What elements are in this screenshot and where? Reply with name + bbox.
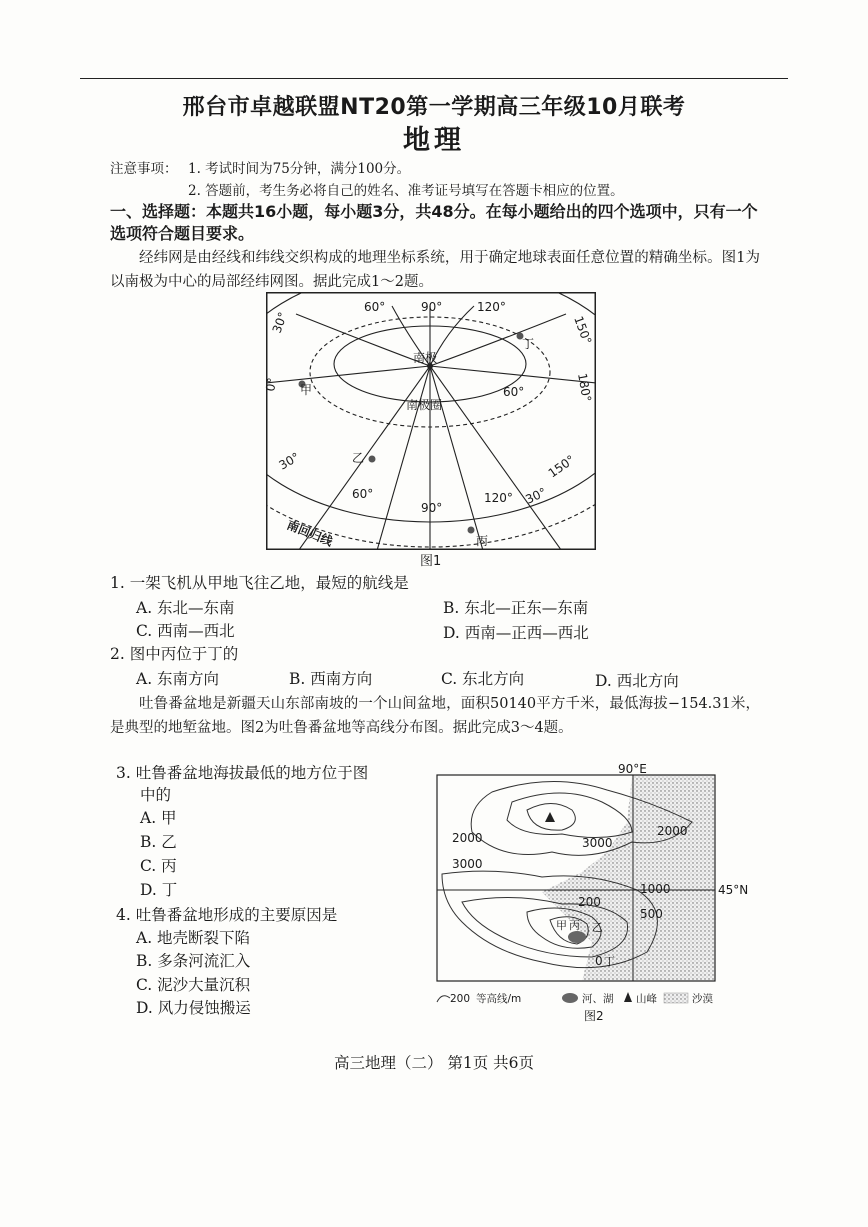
q3-stem: 3. 吐鲁番盆地海拔最低的地方位于图 [116,764,369,782]
figure-2-caption: 图2 [584,1009,604,1023]
label-0: 0 [595,954,603,968]
meridian-30-top [296,314,430,366]
label-lon180: 180° [575,372,594,403]
q4-option-b[interactable]: B. 多条河流汇入 [136,952,251,970]
label-45n: 45°N [718,883,749,897]
notes-item-2: 2. 答题前，考生务必将自己的姓名、准考证号填写在答题卡相应的位置。 [188,183,624,199]
figure-1-caption: 图1 [420,554,442,569]
label-3000-mid: 3000 [582,836,613,850]
label-2000-right: 2000 [657,824,688,838]
legend-contour-value: 200 [450,993,471,1005]
q3-option-b[interactable]: B. 乙 [140,833,177,851]
passage-2: 吐鲁番盆地是新疆天山东部南坡的一个山间盆地，面积50140平方千米，最低海拔−154.31米，是典型的地堑盆地。图2为吐鲁番盆地等高线分布图。据此完成3～4题。 [110,696,760,736]
q2-option-b[interactable]: B. 西南方向 [289,670,373,688]
q2-option-d[interactable]: D. 西北方向 [595,672,679,690]
label-bing: 丙 [569,919,580,932]
meridian-60-low [376,366,430,554]
label-lon30-low: 30° [276,449,302,473]
label-bing: 丙 [476,534,489,548]
label-lon30-left: 30° [269,310,291,336]
point-yi [369,456,376,463]
label-lon150-low: 150° [545,452,578,481]
figure-1-graticule [263,292,596,569]
point-bing [468,527,475,534]
peak-icon [545,812,555,822]
label-yi: 乙 [592,921,603,934]
notes-label: 注意事项： [110,161,178,177]
q3-option-d[interactable]: D. 丁 [140,881,178,899]
label-jia: 甲 [556,919,567,932]
label-south-pole: 南极 [413,351,438,365]
section-heading: 一、选择题：本题共16小题，每小题3分，共48分。在每小题给出的四个选项中，只有一个选项符合题目要求。 [110,202,758,243]
q1-option-a[interactable]: A. 东北—东南 [136,599,235,617]
label-lon60-top: 60° [364,300,386,314]
q1-option-d[interactable]: D. 西南—正西—西北 [443,624,589,642]
label-lon150-right: 150° [571,314,595,347]
q4-option-d[interactable]: D. 风力侵蚀搬运 [136,999,251,1017]
label-90e: 90°E [618,762,647,776]
subject-title: 地理 [403,125,465,156]
legend-contour-icon [437,996,450,1002]
legend-contour-text: 等高线/m [476,993,522,1005]
label-2000-left: 2000 [452,831,483,845]
label-1000: 1000 [640,882,671,896]
meridian-120-low [430,366,484,554]
q3-option-c[interactable]: C. 丙 [140,857,177,875]
legend-desert-icon [664,993,688,1003]
notes-item-1: 1. 考试时间为75分钟，满分100分。 [188,161,411,177]
meridian-150-low [430,366,564,554]
label-ding: 丁 [604,955,615,968]
label-lon90-top: 90° [421,300,443,314]
q3-stem-cont: 中的 [140,786,172,804]
q1-option-c[interactable]: C. 西南—西北 [136,622,235,640]
legend-desert-text: 沙漠 [692,993,713,1005]
label-tropic: 南回归线 [284,517,335,549]
legend-peak-text: 山峰 [636,993,657,1005]
label-lon120-top: 120° [477,300,506,314]
label-500: 500 [640,907,663,921]
q2-stem: 2. 图中丙位于丁的 [110,645,239,663]
q4-option-a[interactable]: A. 地壳断裂下陷 [136,929,251,947]
page-footer: 高三地理（二） 第1页 共6页 [333,1054,535,1072]
q1-option-b[interactable]: B. 东北—正东—东南 [443,599,589,617]
legend-peak-icon [624,992,632,1002]
contour-3000 [507,793,632,838]
q2-option-c[interactable]: C. 东北方向 [441,670,525,688]
q2-option-a[interactable]: A. 东南方向 [136,670,220,688]
q3-option-a[interactable]: A. 甲 [140,809,177,827]
lake [568,931,586,943]
label-lon60-low: 60° [352,487,374,501]
q1-stem: 1. 一架飞机从甲地飞往乙地，最短的航线是 [110,574,409,592]
figure-2-contour-map [432,762,757,1027]
label-lon120-low: 120° [484,491,513,505]
label-200: 200 [578,895,601,909]
label-lon0: 0° [263,376,280,393]
label-ding: 丁 [522,337,535,351]
q4-stem: 4. 吐鲁番盆地形成的主要原因是 [116,906,338,924]
label-3000-left: 3000 [452,857,483,871]
label-lat60: 60° [503,385,525,399]
figure-2-legend [437,992,713,1023]
label-lat30: 30° [523,485,549,507]
label-yi: 乙 [352,451,365,465]
label-jia: 甲 [300,383,313,397]
q4-option-c[interactable]: C. 泥沙大量沉积 [136,976,251,994]
desert-area [542,775,715,981]
legend-lake-text: 河、湖 [582,993,614,1005]
passage-1: 经纬网是由经线和纬线交织构成的地理坐标系统，用于确定地球表面任意位置的精确坐标。图1为以南极为中心的局部经纬网图。据此完成1～2题。 [110,250,760,290]
label-antarctic-circle: 南极圈 [406,398,443,412]
legend-lake-icon [562,993,578,1003]
header-rule [80,78,788,79]
label-lon90-low: 90° [421,501,443,515]
exam-title: 邢台市卓越联盟NT20第一学期高三年级10月联考 [182,95,686,120]
meridian-0 [256,366,430,384]
